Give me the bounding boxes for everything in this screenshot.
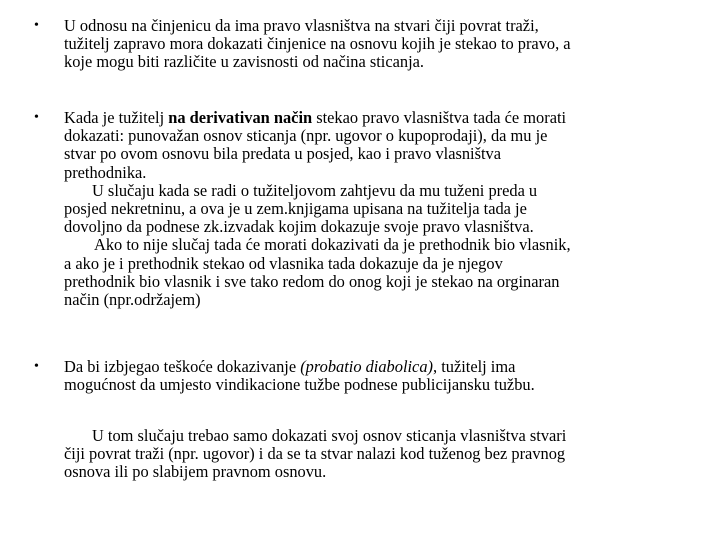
bullet-2-line-11: način (npr.održajem) [64,290,201,310]
bullet-2-line-8: Ako to nije slučaj tada će morati dokazivati da je prethodnik bio vlasnik, [94,235,571,255]
bullet-3-line-2: mogućnost da umjesto vindikacione tužbe podnese publicijansku tužbu. [64,375,535,395]
paragraph-4-line-1: U tom slučaju trebao samo dokazati svoj osnov sticanja vlasništva stvari [92,426,567,445]
bullet-item-3 [34,357,700,395]
bullet-1-line-3: koje mogu biti različite u zavisnosti od načina sticanja. [64,52,425,72]
bullet-1-line-1: U odnosu na činjenicu da ima pravo vlasništva na stvari čiji povrat traži, [64,16,539,35]
paragraph-4-line-2: čiji povrat traži (npr. ugovor) i da se ta stvar nalazi kod tuženog bez pravnog [64,444,566,464]
bullet-2-line-7: dovoljno da podnese zk.izvadak kojim dokazuje svoje pravo vlasništva. [64,217,534,237]
bullet-2-line-1-pre: Kada je tužitelj [64,108,169,127]
bullet-dot: • [34,359,39,374]
bullet-2-line-2: dokazati: punovažan osnov sticanja (npr. ugovor o kupoprodaji), da mu je [64,126,548,146]
bullet-dot: • [34,110,39,125]
bullet-3-line-1 [64,358,700,376]
bullet-3-line-1-pre: Da bi izbjegao teškoće dokazivanje [64,357,301,376]
paragraph-4 [64,427,700,482]
bullet-3-italic-phrase: (probatio diabolica) [300,357,433,376]
bullet-2-line-9: a ako je i prethodnik stekao od vlasnika tada dokazuje da je njegov [64,253,503,273]
bullet-2-line-1 [64,109,700,127]
bullet-2-bold-phrase: na derivativan način [168,108,313,127]
bullet-dot: • [34,18,39,33]
bullet-item-2 [34,108,700,310]
bullet-item-1 [34,16,700,72]
bullet-2-line-1-post: stekao pravo vlasništva tada će morati [312,108,567,127]
bullet-3-line-1-post: , tužitelj ima [433,357,516,376]
bullet-2-line-6: posjed nekretninu, a ova je u zem.knjigama upisana na tužitelja tada je [64,199,527,219]
paragraph-4-line-3: osnova ili po slabijem pravnom osnovu. [64,462,327,482]
bullet-2-line-5: U slučaju kada se radi o tužiteljovom zahtjevu da mu tuženi preda u [92,180,538,200]
bullet-1-line-2: tužitelj zapravo mora dokazati činjenice na osnovu kojih je stekao to pravo, a [64,34,571,54]
bullet-2-line-10: prethodnik bio vlasnik i sve tako redom do onog koji je stekao na orginaran [64,271,560,291]
bullet-2-line-4: prethodnika. [64,162,147,182]
bullet-2-line-3: stvar po ovom osnovu bila predata u posjed, kao i pravo vlasništva [64,144,502,164]
